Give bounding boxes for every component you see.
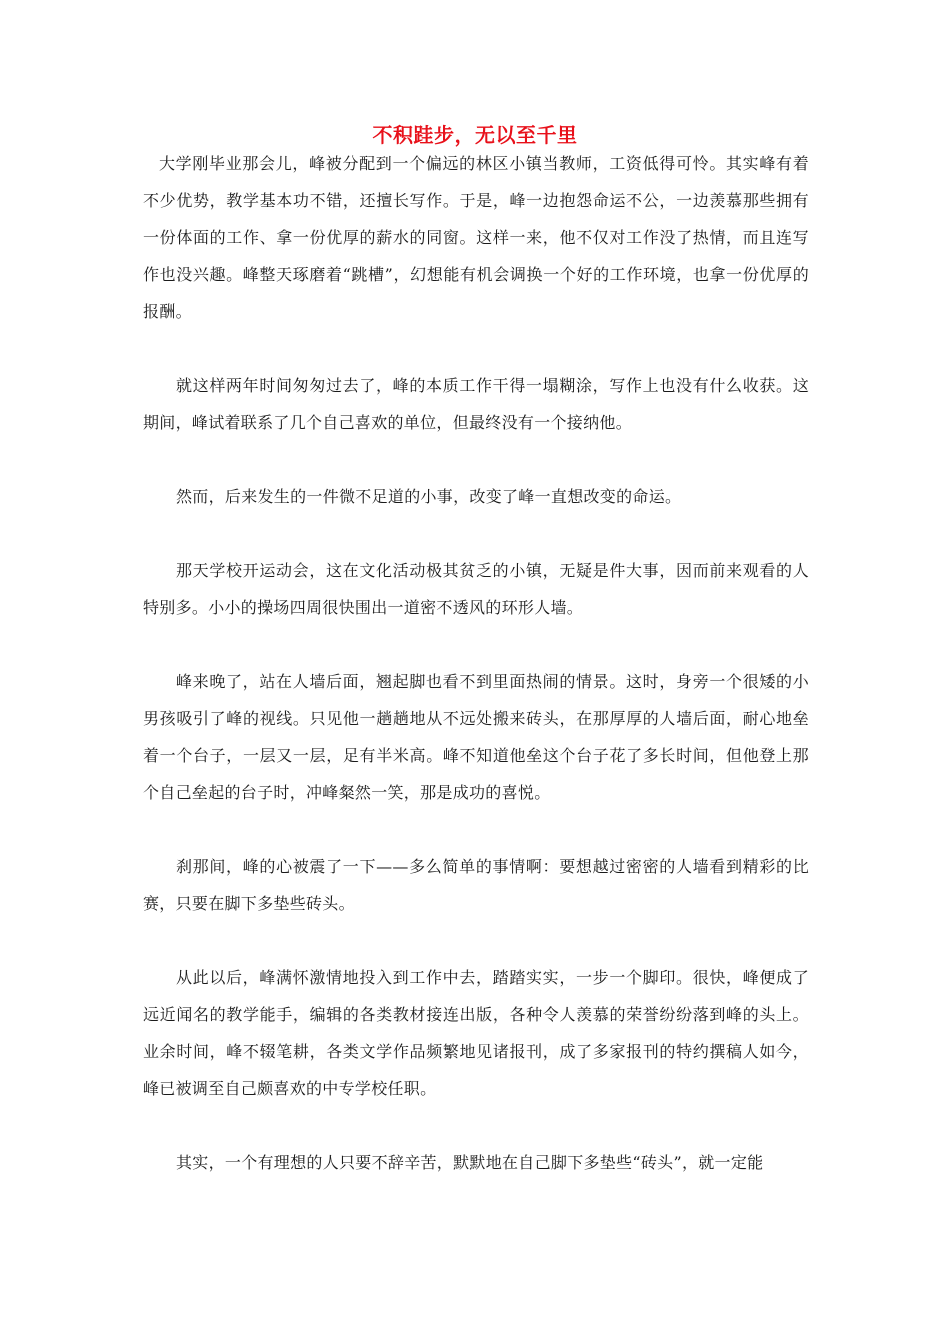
paragraph-6: 刹那间，峰的心被震了一下——多么简单的事情啊：要想越过密密的人墙看到精彩的比赛，只要在脚下多垫些砖头。 — [143, 857, 809, 913]
paragraph-4: 那天学校开运动会，这在文化活动极其贫乏的小镇，无疑是件大事，因而前来观看的人特别多。小小的操场四周很快围出一道密不透风的环形人墙。 — [143, 561, 809, 617]
document-body — [143, 145, 809, 1181]
paragraph-gap — [143, 811, 809, 848]
paragraph-7: 从此以后，峰满怀激情地投入到工作中去，踏踏实实，一步一个脚印。很快，峰便成了远近闻名的教学能手，编辑的各类教材接连出版，各种令人羡慕的荣誉纷纷落到峰的头上。业余时间，峰不辍笔耕，各类文学作品频繁地见诸报刊，成了多家报刊的特约撰稿人如今，峰已被调至自己颇喜欢的中专学校任职。 — [143, 968, 809, 1098]
paragraph-gap — [143, 1107, 809, 1144]
paragraph-2: 就这样两年时间匆匆过去了，峰的本质工作干得一塌糊涂，写作上也没有什么收获。这期间，峰试着联系了几个自己喜欢的单位，但最终没有一个接纳他。 — [143, 376, 809, 432]
paragraph-gap — [143, 515, 809, 552]
paragraph-gap — [143, 441, 809, 478]
paragraph-gap — [143, 922, 809, 959]
paragraph-8: 其实，一个有理想的人只要不辞辛苦，默默地在自己脚下多垫些“砖头”，就一定能 — [176, 1153, 764, 1172]
paragraph-gap — [143, 330, 809, 367]
paragraph-gap — [143, 626, 809, 663]
paragraph-3: 然而，后来发生的一件微不足道的小事，改变了峰一直想改变的命运。 — [176, 487, 682, 506]
paragraph-5: 峰来晚了，站在人墙后面，翘起脚也看不到里面热闹的情景。这时，身旁一个很矮的小男孩吸引了峰的视线。只见他一趟趟地从不远处搬来砖头，在那厚厚的人墙后面，耐心地垒着一个台子，一层又一层，足有半米高。峰不知道他垒这个台子花了多长时间，但他登上那个自己垒起的台子时，冲峰粲然一笑，那是成功的喜悦。 — [143, 672, 809, 802]
paragraph-1: 大学刚毕业那会儿，峰被分配到一个偏远的林区小镇当教师，工资低得可怜。其实峰有着不少优势，教学基本功不错，还擅长写作。于是，峰一边抱怨命运不公，一边羡慕那些拥有一份体面的工作、拿一份优厚的薪水的同窗。这样一来，他不仅对工作没了热情，而且连写作也没兴趣。峰整天琢磨着“跳槽”，幻想能有机会调换一个好的工作环境，也拿一份优厚的报酬。 — [143, 154, 809, 321]
document-title: 不积跬步，无以至千里 — [372, 123, 578, 147]
